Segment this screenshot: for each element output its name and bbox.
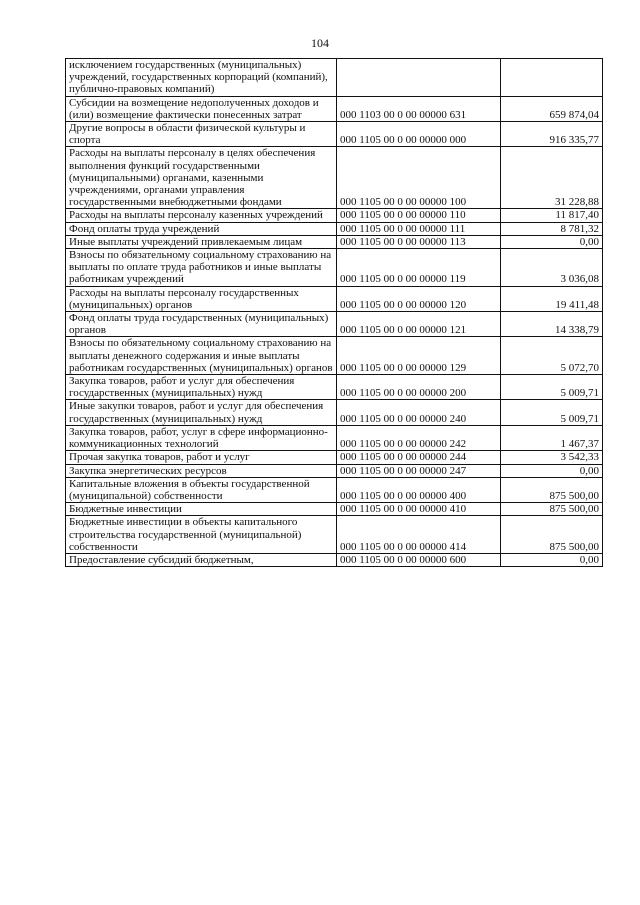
row-code: 000 1105 00 0 00 00000 410 — [337, 503, 501, 516]
row-name: Прочая закупка товаров, работ и услуг — [66, 451, 337, 464]
row-code: 000 1105 00 0 00 00000 121 — [337, 312, 501, 337]
row-name: Капитальные вложения в объекты государственной (муниципальной) собственности — [66, 477, 337, 502]
row-amount: 8 781,32 — [501, 222, 603, 235]
row-amount: 875 500,00 — [501, 503, 603, 516]
row-name: Закупка товаров, работ и услуг для обеспечения государственных (муниципальных) нужд — [66, 375, 337, 400]
row-code: 000 1105 00 0 00 00000 600 — [337, 553, 501, 566]
table-row — [66, 249, 603, 287]
row-code: 000 1105 00 0 00 00000 111 — [337, 222, 501, 235]
table-row — [66, 516, 603, 554]
row-code: 000 1105 00 0 00 00000 247 — [337, 464, 501, 477]
row-amount: 875 500,00 — [501, 477, 603, 502]
row-amount: 875 500,00 — [501, 516, 603, 554]
row-amount — [501, 59, 603, 97]
budget-table-body — [66, 59, 603, 567]
table-row — [66, 122, 603, 147]
row-code: 000 1105 00 0 00 00000 129 — [337, 337, 501, 375]
table-row — [66, 375, 603, 400]
row-amount: 5 009,71 — [501, 375, 603, 400]
row-amount: 659 874,04 — [501, 96, 603, 121]
row-name: Расходы на выплаты персоналу государственных (муниципальных) органов — [66, 286, 337, 311]
table-row — [66, 235, 603, 248]
row-name: Предоставление субсидий бюджетным, — [66, 553, 337, 566]
row-name: Закупка энергетических ресурсов — [66, 464, 337, 477]
row-code: 000 1105 00 0 00 00000 242 — [337, 425, 501, 450]
table-row — [66, 425, 603, 450]
table-row — [66, 147, 603, 209]
table-row — [66, 96, 603, 121]
table-row — [66, 451, 603, 464]
row-code: 000 1105 00 0 00 00000 113 — [337, 235, 501, 248]
table-row — [66, 209, 603, 222]
row-amount: 14 338,79 — [501, 312, 603, 337]
row-amount: 19 411,48 — [501, 286, 603, 311]
row-name: Расходы на выплаты персоналу в целях обеспечения выполнения функций государственными (муниципальными) органами, казенными учреждениями, органами управления государственными внебюджетными фондами — [66, 147, 337, 209]
row-code: 000 1105 00 0 00 00000 110 — [337, 209, 501, 222]
table-row — [66, 337, 603, 375]
row-name: Субсидии на возмещение недополученных доходов и (или) возмещение фактически понесенных затрат — [66, 96, 337, 121]
row-code: 000 1105 00 0 00 00000 200 — [337, 375, 501, 400]
row-name: Иные выплаты учреждений привлекаемым лицам — [66, 235, 337, 248]
row-amount: 3 036,08 — [501, 249, 603, 287]
row-amount: 31 228,88 — [501, 147, 603, 209]
table-row — [66, 286, 603, 311]
row-code: 000 1105 00 0 00 00000 100 — [337, 147, 501, 209]
table-row — [66, 312, 603, 337]
row-code: 000 1105 00 0 00 00000 240 — [337, 400, 501, 425]
page-number: 104 — [311, 36, 329, 50]
row-name: Взносы по обязательному социальному страхованию на выплаты денежного содержания и иные выплаты работникам государственных (муниципальных) органов — [66, 337, 337, 375]
row-name: Фонд оплаты труда учреждений — [66, 222, 337, 235]
row-amount: 0,00 — [501, 464, 603, 477]
row-name: Бюджетные инвестиции — [66, 503, 337, 516]
table-row — [66, 400, 603, 425]
row-amount: 11 817,40 — [501, 209, 603, 222]
row-code: 000 1105 00 0 00 00000 000 — [337, 122, 501, 147]
row-name: Иные закупки товаров, работ и услуг для обеспечения государственных (муниципальных) нужд — [66, 400, 337, 425]
table-row — [66, 464, 603, 477]
row-amount: 3 542,33 — [501, 451, 603, 464]
row-code — [337, 59, 501, 97]
row-name: Бюджетные инвестиции в объекты капитального строительства государственной (муниципальной) собственности — [66, 516, 337, 554]
table-row — [66, 503, 603, 516]
budget-table — [65, 58, 603, 567]
row-name: Закупка товаров, работ, услуг в сфере информационно-коммуникационных технологий — [66, 425, 337, 450]
row-name: исключением государственных (муниципальных) учреждений, государственных корпораций (компаний), публично-правовых компаний) — [66, 59, 337, 97]
row-name: Другие вопросы в области физической культуры и спорта — [66, 122, 337, 147]
row-code: 000 1105 00 0 00 00000 119 — [337, 249, 501, 287]
table-row — [66, 222, 603, 235]
row-name: Взносы по обязательному социальному страхованию на выплаты по оплате труда работников и иные выплаты работникам учреждений — [66, 249, 337, 287]
row-name: Фонд оплаты труда государственных (муниципальных) органов — [66, 312, 337, 337]
row-name: Расходы на выплаты персоналу казенных учреждений — [66, 209, 337, 222]
row-amount: 5 072,70 — [501, 337, 603, 375]
row-amount: 916 335,77 — [501, 122, 603, 147]
row-amount: 0,00 — [501, 235, 603, 248]
row-code: 000 1105 00 0 00 00000 120 — [337, 286, 501, 311]
row-amount: 5 009,71 — [501, 400, 603, 425]
row-code: 000 1105 00 0 00 00000 244 — [337, 451, 501, 464]
row-code: 000 1105 00 0 00 00000 414 — [337, 516, 501, 554]
table-row — [66, 553, 603, 566]
table-row — [66, 59, 603, 97]
row-amount: 1 467,37 — [501, 425, 603, 450]
row-amount: 0,00 — [501, 553, 603, 566]
table-row — [66, 477, 603, 502]
row-code: 000 1105 00 0 00 00000 400 — [337, 477, 501, 502]
row-code: 000 1103 00 0 00 00000 631 — [337, 96, 501, 121]
